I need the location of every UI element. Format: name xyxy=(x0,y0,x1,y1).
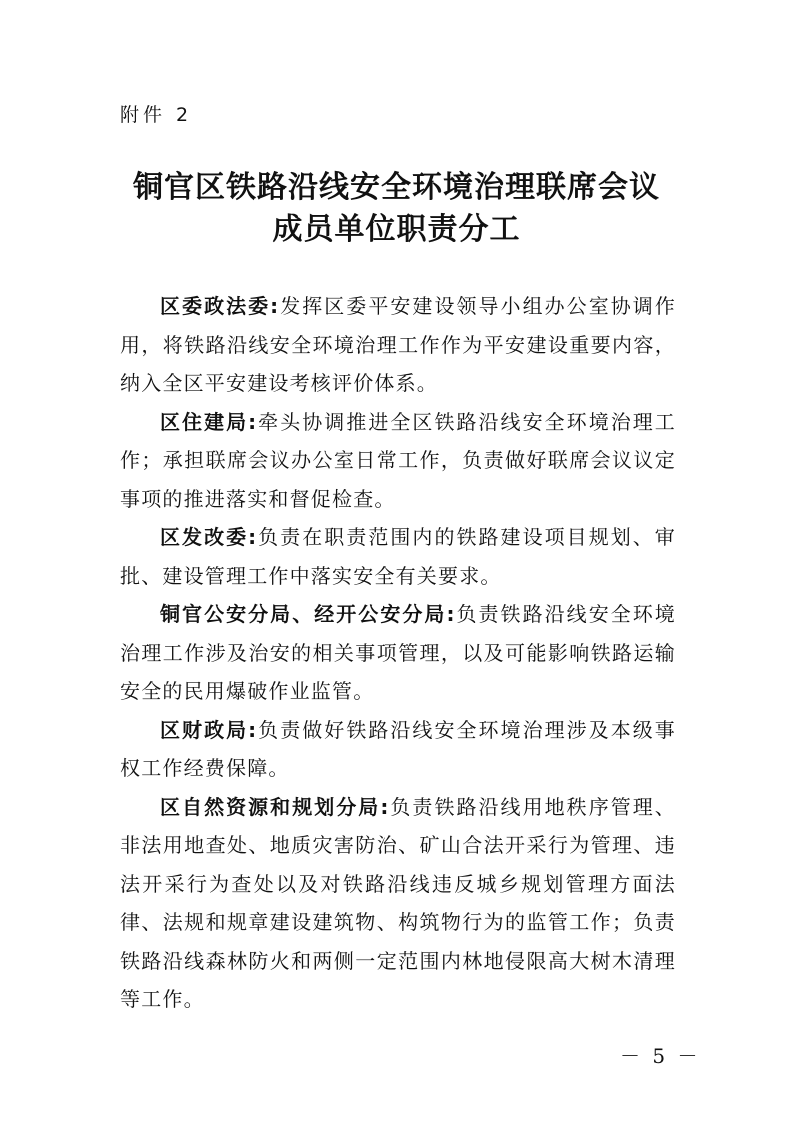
duty-paragraph-public-security xyxy=(120,595,676,711)
org-name: 铜官公安分局、经开公安分局: xyxy=(160,602,456,626)
attachment-label: 附件 2 xyxy=(120,104,193,126)
org-name: 区自然资源和规划分局: xyxy=(160,794,390,819)
duty-text: 负责铁路沿线用地秩序管理、非法用地查处、地质灾害防治、矿山合法开采行为管理、违法开采行为查处以及对铁路沿线违反城乡规划管理方面法律、法规和规章建设建筑物、构筑物行为的监管工作；负责铁路沿线森林防火和两侧一定范围内林地侵限高大树木清理等工作。 xyxy=(120,794,676,1011)
org-name: 区财政局: xyxy=(160,717,258,742)
org-name: 区发改委: xyxy=(160,525,258,549)
org-name: 区住建局: xyxy=(160,409,258,434)
document-title-line-1: 铜官区铁路沿线安全环境治理联席会议 xyxy=(133,170,660,205)
duty-text: 负责铁路沿线安全环境治理工作涉及治安的相关事项管理，以及可能影响铁路运输安全的民用爆破作业监管。 xyxy=(120,602,676,703)
page-number: － 5 － xyxy=(620,1044,701,1068)
duty-text: 负责做好铁路沿线安全环境治理涉及本级事权工作经费保障。 xyxy=(120,717,676,780)
duty-text: 负责在职责范围内的铁路建设项目规划、审批、建设管理工作中落实安全有关要求。 xyxy=(120,525,676,588)
document-body xyxy=(120,287,676,1019)
duty-text: 牵头协调推进全区铁路沿线安全环境治理工作；承担联席会议办公室日常工作，负责做好联席会议议定事项的推进落实和督促检查。 xyxy=(120,409,676,511)
duty-paragraph-natural-resources xyxy=(120,788,676,1019)
duty-paragraph-finance xyxy=(120,711,676,788)
duty-paragraph-housing xyxy=(120,403,676,519)
duty-paragraph-development-reform xyxy=(120,518,676,595)
document-title-line-2: 成员单位职责分工 xyxy=(272,212,521,247)
duty-paragraph-political-legal xyxy=(120,287,676,403)
duty-text: 发挥区委平安建设领导小组办公室协调作用，将铁路沿线安全环境治理工作作为平安建设重要内容，纳入全区平安建设考核评价体系。 xyxy=(120,294,676,395)
org-name: 区委政法委: xyxy=(160,294,280,318)
